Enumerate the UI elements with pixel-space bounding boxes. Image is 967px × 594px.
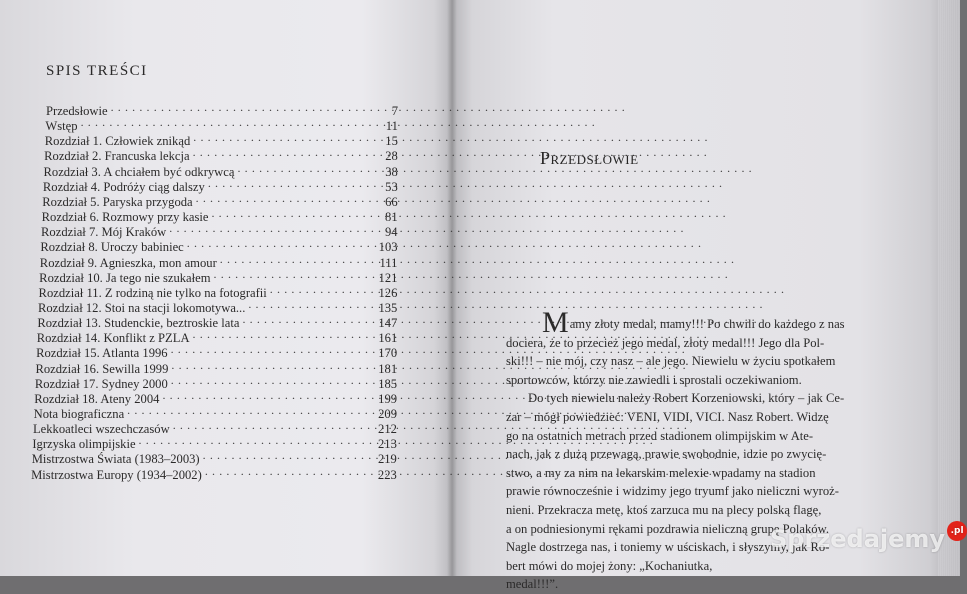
- toc-entry-page: 11: [385, 119, 398, 134]
- toc-entry-page: 147: [378, 316, 398, 331]
- toc-entry: [46, 100, 398, 118]
- toc-dot-leader: [203, 448, 371, 463]
- toc-entry: [31, 464, 397, 482]
- toc-dot-leader: [139, 433, 371, 448]
- body-line: a on podniesionymi rękami pozdrawia nieliczną grupę Polaków.: [506, 521, 830, 536]
- toc-dot-leader: [111, 100, 372, 115]
- body-line: stwo, a my za nim na lekarskim melexie wpadamy na stadion: [506, 465, 816, 480]
- toc-entry-page: 111: [379, 255, 398, 270]
- toc-entry-page: 135: [378, 300, 398, 315]
- chapter-title: Przedsłowie: [540, 148, 639, 168]
- toc-entry-label: Przedsłowie: [46, 104, 108, 118]
- toc-entry: [42, 176, 398, 194]
- body-line-text: amy złoty medal, mamy!!! Po chwili do każdego z nas: [569, 317, 845, 331]
- body-line: zar – mógł powiedzieć: VENI, VIDI, VICI. Nasz Robert. Widzę: [506, 409, 829, 424]
- toc-dot-leader: [196, 191, 372, 206]
- toc-entry-label: Rozdział 18. Ateny 2004: [34, 391, 160, 406]
- toc-entry: [44, 145, 398, 164]
- toc-entry-label: Lekkoatleci wszechczasów: [32, 422, 170, 437]
- toc-entry: [34, 373, 398, 391]
- toc-entry: [42, 191, 398, 209]
- toc-dot-leader: [171, 373, 371, 388]
- toc-entry-page: 219: [377, 452, 397, 467]
- toc-entry: [41, 221, 398, 240]
- toc-dot-leader: [171, 342, 372, 357]
- toc-dot-leader: [220, 252, 372, 267]
- toc-entry-label: Rozdział 8. Uroczy babiniec: [40, 240, 184, 255]
- toc-entry-page: 53: [385, 179, 398, 194]
- toc-entry: [33, 403, 397, 421]
- toc-dot-leader: [193, 145, 372, 160]
- toc-entry-page: 181: [378, 361, 398, 376]
- toc-entry-label: Rozdział 1. Człowiek znikąd: [44, 134, 191, 149]
- toc-entry: [36, 327, 398, 346]
- toc-entry: [34, 388, 398, 406]
- toc-entry-page: 161: [378, 331, 398, 346]
- toc-entry: [43, 161, 398, 179]
- toc-dot-leader: [81, 115, 372, 130]
- toc-entry-page: 213: [378, 437, 397, 452]
- toc-dot-leader: [193, 130, 372, 145]
- toc-entry-label: Mistrzostwa Świata (1983–2003): [31, 452, 200, 467]
- toc-dot-leader: [242, 312, 371, 327]
- toc-entry-page: 7: [391, 104, 398, 118]
- toc-entry-label: Rozdział 2. Francuska lekcja: [44, 149, 190, 164]
- body-line: prawie równocześnie i widzimy jego tryumf jako nieliczni wyroż-: [506, 484, 839, 499]
- toc-entry-page: 38: [385, 164, 398, 179]
- toc-entry: [31, 448, 397, 467]
- toc-entry-label: Rozdział 4. Podróży ciąg dalszy: [42, 179, 205, 194]
- toc-dot-leader: [187, 236, 372, 251]
- toc-entry-page: 81: [385, 210, 398, 225]
- toc-entry-label: Rozdział 10. Ja tego nie szukałem: [39, 270, 211, 285]
- toc-entry-page: 121: [378, 270, 398, 285]
- toc-entry-label: Igrzyska olimpijskie: [32, 437, 136, 452]
- toc-entry: [35, 358, 398, 376]
- toc-dot-leader: [270, 282, 372, 297]
- toc-entry-label: Rozdział 7. Mój Kraków: [41, 225, 167, 240]
- toc-dot-leader: [211, 206, 371, 221]
- toc-dot-leader: [171, 358, 371, 373]
- toc-entry-label: Rozdział 9. Agnieszka, mon amour: [39, 255, 217, 270]
- toc-entry-page: 170: [378, 346, 398, 361]
- body-line: dociera, że to przecież jego medal, złoty medal!!! Jego dla Pol-: [506, 335, 825, 350]
- watermark: [770, 524, 967, 554]
- body-line: nieni. Przekracza metę, ktoś zarzuca mu na plecy polską flagę,: [506, 502, 822, 517]
- toc-entry-label: Rozdział 14. Konflikt z PZLA: [36, 331, 190, 346]
- toc-entry: [45, 115, 398, 134]
- toc-entry-label: Rozdział 6. Rozmowy przy kasie: [41, 210, 209, 225]
- toc-entry-page: 199: [378, 391, 398, 406]
- toc-entry: [37, 312, 398, 331]
- toc-dot-leader: [173, 418, 371, 433]
- toc-entry-label: Rozdział 13. Studenckie, beztroskie lata: [37, 316, 240, 331]
- toc-title: SPIS TREŚCI: [46, 63, 148, 79]
- toc-entry-page: 94: [384, 225, 398, 240]
- toc-entry-page: 103: [378, 240, 398, 255]
- toc-entry-page: 15: [385, 134, 398, 149]
- toc-entry-label: Rozdział 17. Sydney 2000: [34, 376, 168, 391]
- toc-entry: [39, 267, 398, 285]
- body-line: go na ostatnich metrach przed stadionem olimpijskim w Ate-: [506, 428, 814, 443]
- toc-dot-leader: [193, 327, 372, 342]
- toc-dot-leader: [162, 388, 371, 403]
- toc-entry-label: Mistrzostwa Europy (1934–2002): [31, 467, 202, 482]
- toc-entry-label: Rozdział 15. Atlanta 1996: [36, 346, 168, 361]
- body-line: nach, jak z dużą przewagą, prawie swobodnie, idzie po zwycię-: [506, 447, 827, 462]
- toc-entry-page: 185: [378, 376, 398, 391]
- toc-entry-label: Rozdział 11. Z rodziną nie tylko na fotografii: [38, 285, 267, 300]
- body-line: sportowców, którzy nie zawiedli i sprostali oczekiwaniom.: [506, 372, 802, 387]
- toc-entry-label: Nota biograficzna: [33, 407, 125, 421]
- toc-entry-label: Rozdział 16. Sewilla 1999: [35, 361, 169, 376]
- toc-entry: [37, 297, 398, 315]
- body-line: Nagle dostrzega nas, i toniemy w uściskach, i słyszymy, jak Ro-: [506, 540, 830, 555]
- toc-dot-leader: [237, 161, 371, 176]
- toc-entry: [40, 236, 398, 255]
- toc-entry: [32, 418, 397, 437]
- toc-dot-leader: [169, 221, 371, 236]
- body-line: [542, 306, 906, 339]
- watermark-badge: .pl: [947, 521, 967, 541]
- toc-entry-page: 212: [378, 422, 397, 437]
- watermark-text: Sprzedajemy: [770, 525, 946, 553]
- toc-dot-leader: [208, 176, 372, 191]
- toc-entry: [39, 252, 398, 270]
- toc-entry-page: 209: [378, 407, 397, 421]
- toc-entry-label: Rozdział 3. A chciałem być odkrywcą: [43, 164, 235, 179]
- toc-entry: [38, 282, 398, 300]
- body-line: ski!!! – nie mój, czy nasz – ale jego. Niewielu w życiu spotkałem: [506, 354, 836, 369]
- toc-dot-leader: [214, 267, 372, 282]
- toc-entry-page: 223: [377, 467, 397, 482]
- toc-dot-leader: [205, 464, 371, 479]
- toc-entry-label: Wstęp: [45, 119, 78, 134]
- toc-entry: [32, 433, 397, 452]
- table-of-contents: [0, 0, 452, 576]
- drop-cap: M: [542, 306, 569, 339]
- toc-dot-leader: [248, 297, 371, 312]
- toc-dot-leader: [127, 403, 371, 418]
- page-edges: [938, 0, 960, 576]
- toc-entry: [41, 206, 398, 225]
- body-line: medal!!!”.: [506, 577, 559, 592]
- toc-entry-label: Rozdział 5. Paryska przygoda: [42, 194, 193, 209]
- toc-entry: [44, 130, 398, 149]
- toc-entry-page: 66: [385, 194, 398, 209]
- body-line: Do tych niewielu należy Robert Korzeniowski, który – jak Ce-: [528, 391, 845, 406]
- toc-entry-page: 126: [378, 285, 398, 300]
- toc-entry-page: 28: [385, 149, 398, 164]
- toc-entry: [36, 342, 398, 361]
- body-line: bert mówi do mojej żony: „Kochaniutka,: [506, 558, 713, 573]
- toc-entry-label: Rozdział 12. Stoi na stacji lokomotywa...: [37, 300, 246, 315]
